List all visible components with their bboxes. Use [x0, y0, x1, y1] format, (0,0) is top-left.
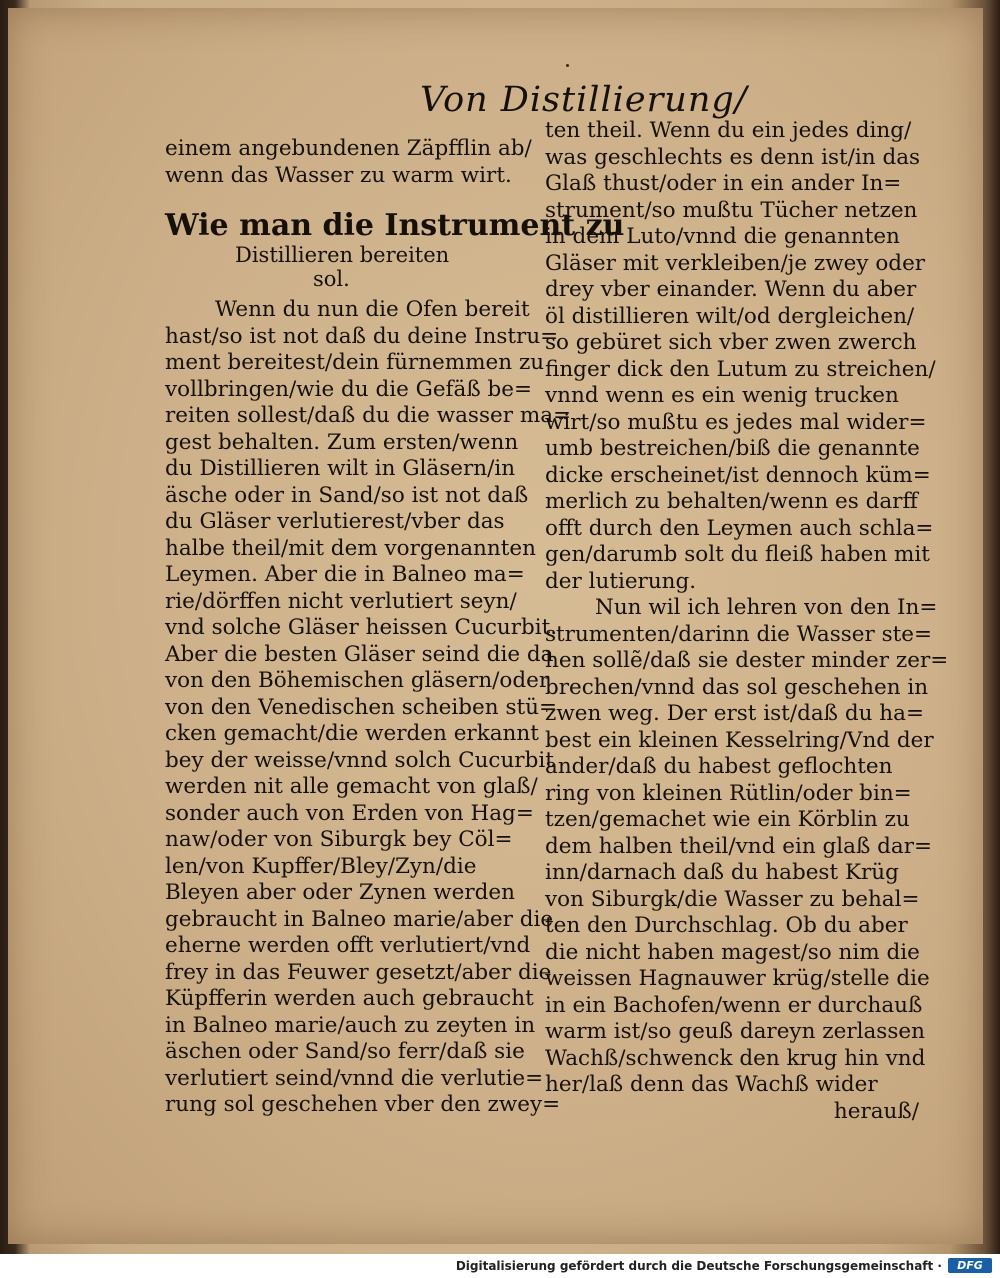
text-line: verlutiert seind/vnnd die verlutie=	[165, 1065, 544, 1091]
text-line: Wenn du nun die Ofen bereit	[215, 297, 530, 322]
text-line: äschen oder Sand/so ferr/daß sie	[165, 1039, 525, 1064]
text-line: sonder auch von Erden von Hag=	[165, 800, 534, 826]
page-mark	[566, 64, 569, 67]
text-line: vnd solche Gläser heissen Cucurbit.	[165, 615, 558, 640]
text-line: die nicht haben magest/so nim die	[545, 939, 920, 965]
footer-bar	[0, 1254, 1000, 1278]
text-line: vnnd wenn es ein wenig trucken	[545, 383, 899, 408]
catchword: herauß/	[833, 1098, 919, 1124]
text-line: wirt/so mußtu es jedes mal wider=	[545, 409, 927, 435]
text-line: werden nit alle gemacht von glaß/	[165, 774, 538, 799]
text-line: weissen Hagnauwer krüg/stelle die	[545, 966, 930, 991]
text-line: tzen/gemachet wie ein Körblin zu	[545, 807, 910, 832]
text-line: so gebüret sich vber zwen zwerch	[545, 330, 917, 355]
text-line: äsche oder in Sand/so ist not daß	[165, 482, 529, 508]
text-line: reiten sollest/daß du die wasser ma=	[165, 403, 572, 428]
text-line: her/laß denn das Wachß wider	[545, 1072, 878, 1097]
text-line: drey vber einander. Wenn du aber	[545, 277, 917, 302]
text-line: ring von kleinen Rütlin/oder bin=	[545, 780, 912, 806]
text-line: Aber die besten Gläser seind die da	[165, 641, 554, 667]
running-header: Von Distillierung/	[420, 80, 748, 120]
text-line: len/von Kupffer/Bley/Zyn/die	[165, 853, 477, 879]
text-line: finger dick den Lutum zu streichen/	[545, 356, 936, 382]
text-line: frey in das Feuwer gesetzt/aber die	[165, 959, 552, 985]
text-line: dicke erscheinet/ist dennoch küm=	[545, 462, 931, 488]
text-line: umb bestreichen/biß die genannte	[545, 436, 920, 461]
section-heading-line1: Wie man die Instrument zu	[165, 208, 625, 243]
text-line: Nun wil ich lehren von den In=	[595, 595, 938, 620]
text-line: gen/darumb solt du fleiß haben mit	[545, 542, 930, 567]
text-line: Bleyen aber oder Zynen werden	[165, 880, 515, 905]
text-line: hast/so ist not daß du deine Instru=	[165, 323, 559, 349]
text-line: best ein kleinen Kesselring/Vnd der	[545, 727, 934, 753]
text-line: inn/darnach daß du habest Krüg	[545, 860, 899, 885]
text-line: in Balneo marie/auch zu zeyten in	[165, 1012, 536, 1038]
text-line: rie/dörffen nicht verlutiert seyn/	[165, 588, 517, 614]
text-line: einem angebundenen Zäpfflin ab/	[165, 136, 532, 161]
text-line: Gläser mit verkleiben/je zwey oder	[545, 250, 926, 276]
text-line: strument/so mußtu Tücher netzen	[545, 197, 918, 223]
text-line: dem halben theil/vnd ein glaß dar=	[545, 833, 933, 859]
text-line: zwen weg. Der erst ist/daß du ha=	[545, 701, 924, 726]
text-line: cken gemacht/die werden erkannt	[165, 721, 539, 746]
text-line: offt durch den Leymen auch schla=	[545, 515, 934, 541]
text-line: warm ist/so geuß dareyn zerlassen	[545, 1019, 925, 1044]
text-line: hen sollẽ/daß sie dester minder zer=	[545, 648, 949, 673]
text-line: brechen/vnnd das sol geschehen in	[545, 674, 929, 700]
text-line: gest behalten. Zum ersten/wenn	[165, 429, 519, 455]
right-column	[545, 118, 949, 1125]
text-line: ten den Durchschlag. Ob du aber	[545, 913, 908, 938]
text-line: öl distillieren wilt/od dergleichen/	[545, 303, 915, 329]
text-line: Küpfferin werden auch gebraucht	[165, 986, 534, 1011]
text-line: du Gläser verlutierest/vber das	[165, 509, 505, 534]
text-line: rung sol geschehen vber den zwey=	[165, 1092, 561, 1117]
text-line: bey der weisse/vnnd solch Cucurbit	[165, 747, 554, 773]
text-line: wenn das Wasser zu warm wirt.	[165, 162, 512, 188]
text-line: der lutierung.	[545, 568, 697, 594]
section-heading-line2: Distillieren bereiten	[235, 243, 450, 267]
text-line: ander/daß du habest geflochten	[545, 754, 893, 779]
text-line: naw/oder von Siburgk bey Cöl=	[165, 827, 513, 852]
section-heading-line3: sol.	[313, 267, 350, 291]
dfg-logo: DFG	[948, 1258, 992, 1273]
text-line: in ein Bachofen/wenn er durchauß	[545, 992, 923, 1018]
text-line: halbe theil/mit dem vorgenannten	[165, 535, 536, 561]
text-line: von den Venedischen scheiben stü=	[165, 694, 557, 720]
text-line: du Distillieren wilt in Gläsern/in	[165, 456, 516, 481]
text-line: Leymen. Aber die in Balneo ma=	[165, 562, 525, 587]
text-line: eherne werden offt verlutiert/vnd	[165, 933, 531, 958]
text-line: in dem Luto/vnnd die genannten	[545, 224, 900, 249]
text-line: Wachß/schwenck den krug hin vnd	[545, 1045, 926, 1071]
funding-notice: Digitalisierung gefördert durch die Deutsche Forschungsgemeinschaft ·	[455, 1259, 942, 1273]
text-line: merlich zu behalten/wenn es darff	[545, 489, 918, 514]
text-line: ten theil. Wenn du ein jedes ding/	[545, 118, 912, 143]
text-line: gebraucht in Balneo marie/aber die	[165, 906, 554, 932]
text-line: vollbringen/wie du die Gefäß be=	[165, 376, 533, 402]
text-line: von Siburgk/die Wasser zu behal=	[545, 886, 920, 912]
text-line: von den Böhemischen gläsern/oder	[165, 668, 550, 693]
text-line: ment bereitest/dein fürnemmen zu	[165, 350, 545, 375]
text-line: strumenten/darinn die Wasser ste=	[545, 621, 933, 647]
text-line: was geschlechts es denn ist/in das	[545, 144, 921, 170]
text-line: Glaß thust/oder in ein ander In=	[545, 171, 902, 196]
